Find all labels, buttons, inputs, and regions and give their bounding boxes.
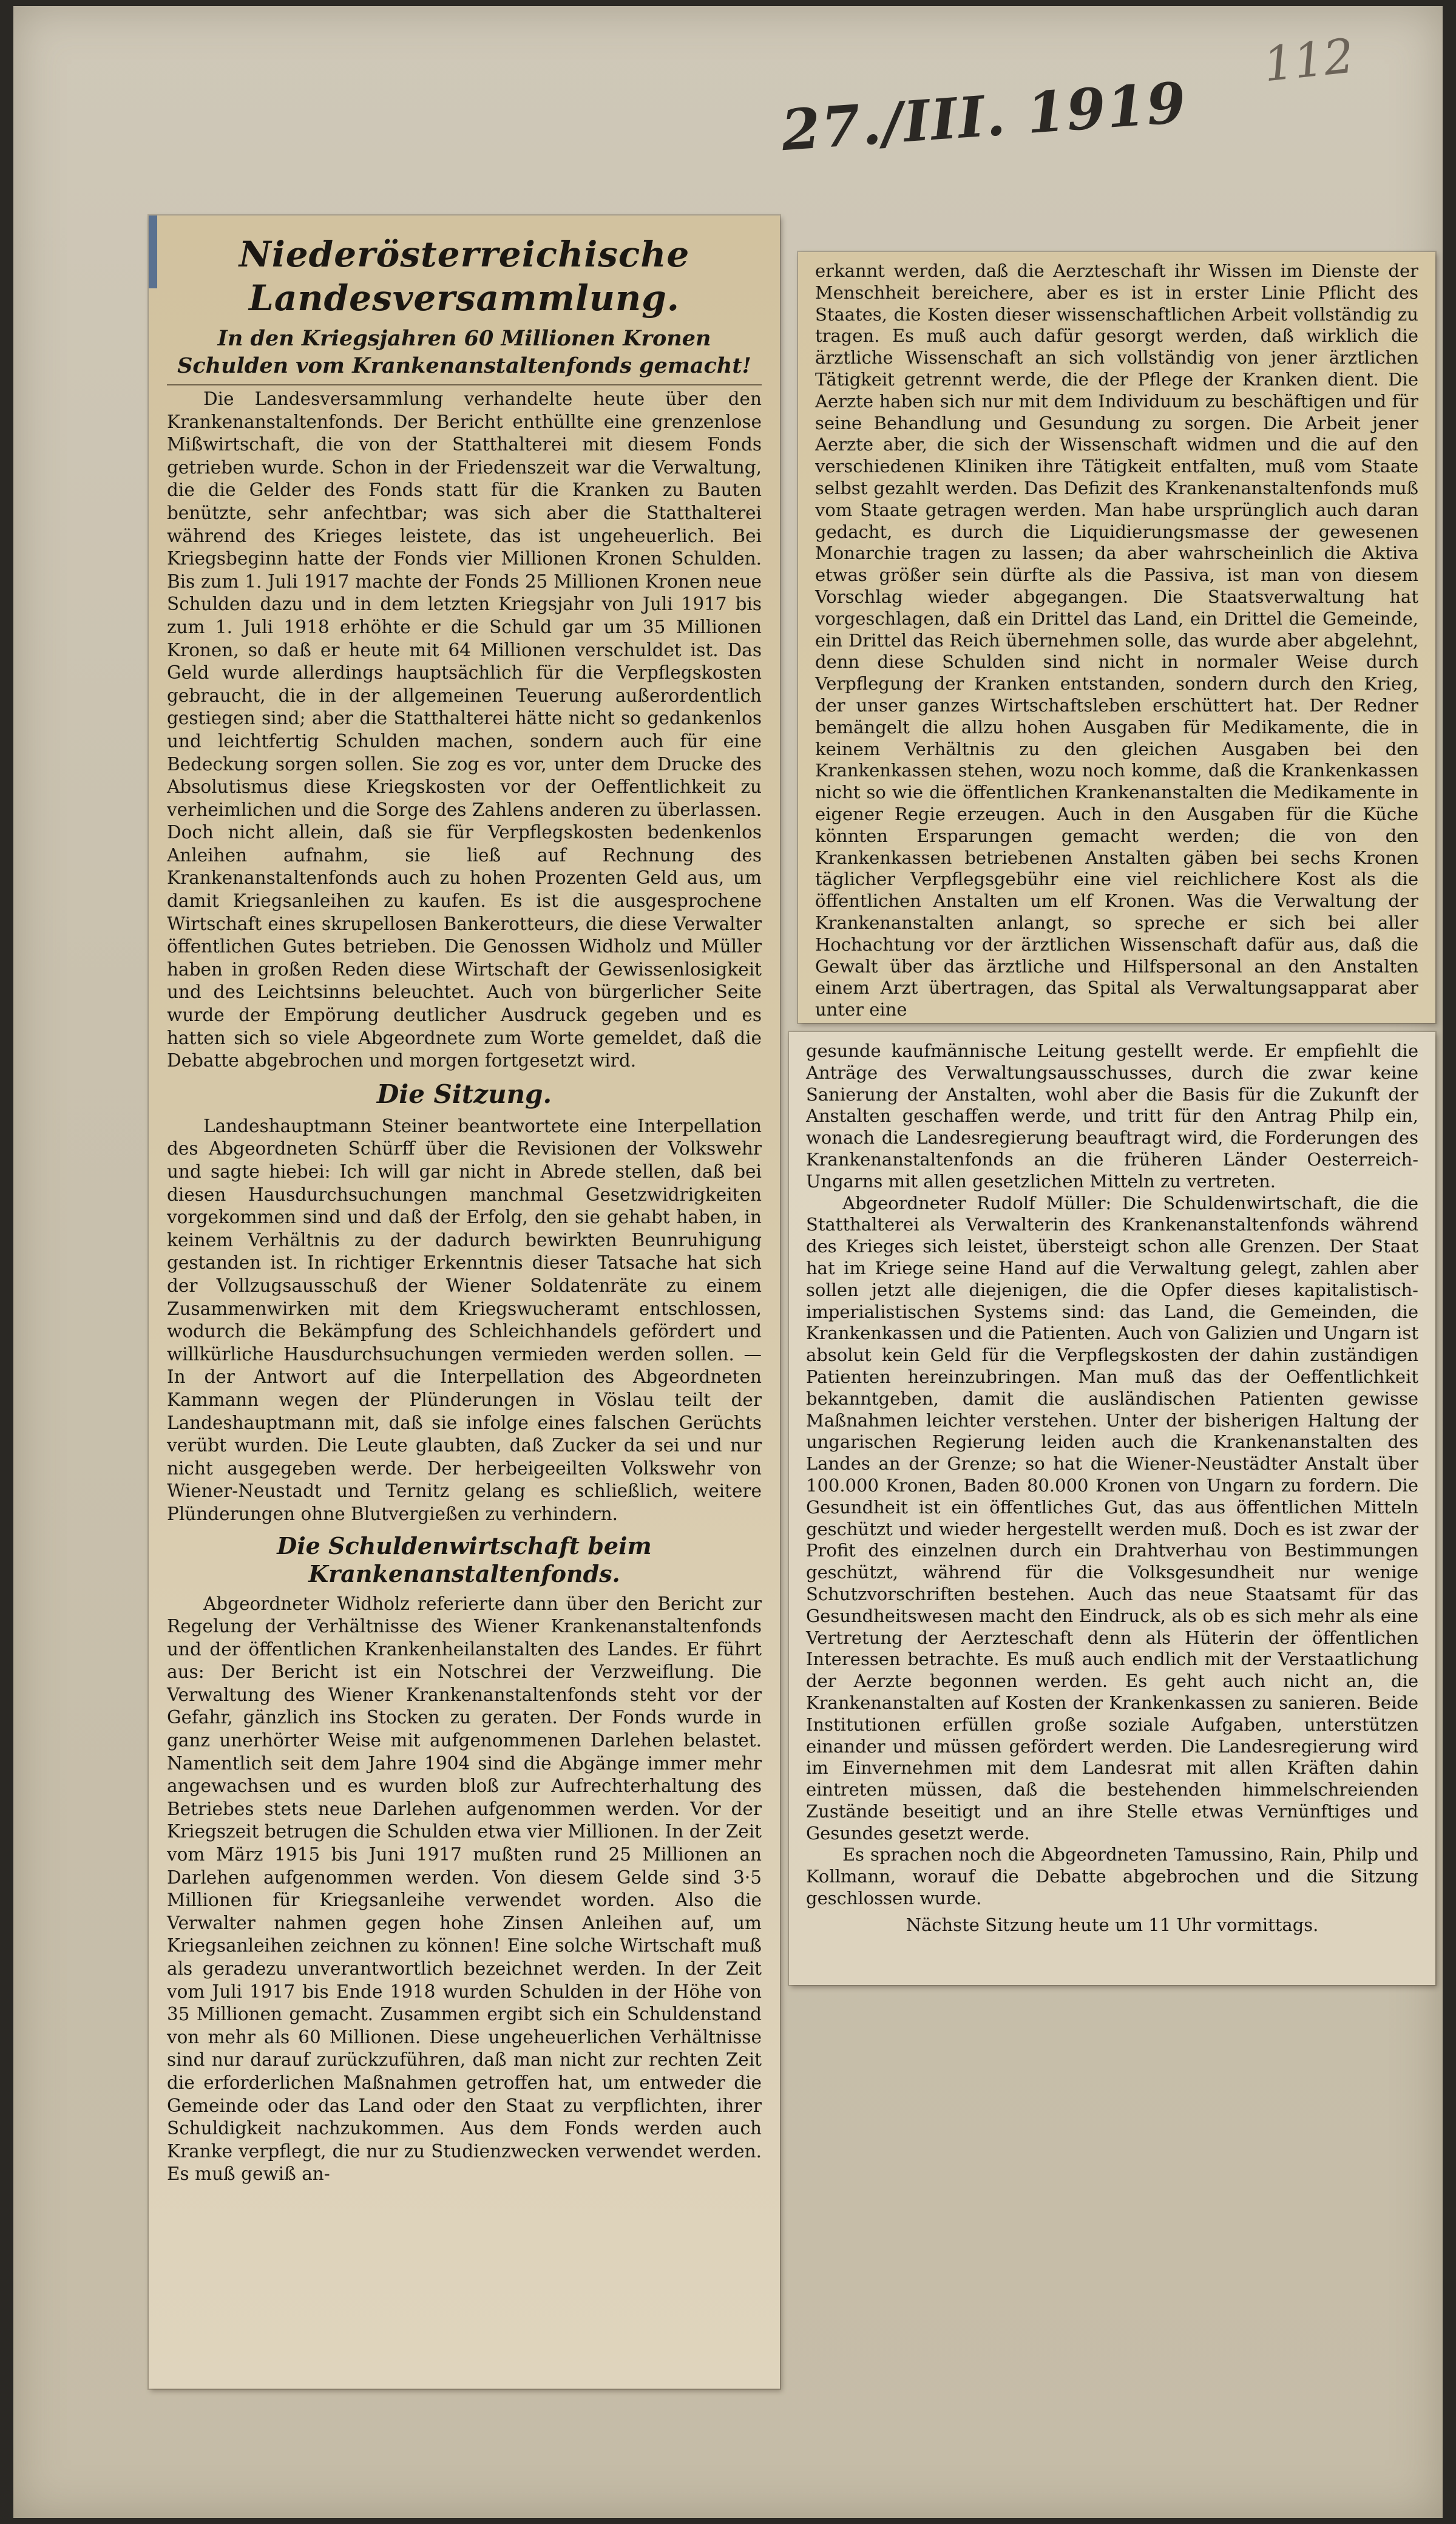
next-session-note: Nächste Sitzung heute um 11 Uhr vormittags.	[906, 1914, 1319, 1935]
section-heading-schuldenwirtschaft: Die Schuldenwirtschaft beim Krankenanstaltenfonds.	[277, 1532, 652, 1587]
blue-pencil-mark	[149, 215, 157, 288]
divider	[167, 384, 762, 385]
clipping-left-column	[149, 215, 780, 2389]
article-paragraph: Es sprachen noch die Abgeordneten Tamussino, Rain, Philp und Kollmann, worauf die Debatte abgebrochen und die Sitzung geschlossen wurde.	[806, 1844, 1418, 1909]
article-paragraph: Die Landesversammlung verhandelte heute über den Krankenanstaltenfonds. Der Bericht enthüllte eine grenzenlose Mißwirtschaft, die von der Statthalterei mit diesem Fonds getrieben wurde. Schon in der Friedenszeit war die Verwaltung, die die Gelder des Fonds statt für die Kranken zu Bauten benützte, sehr anfechtbar; was sich aber die Statthalterei während des Krieges leistete, das ist ungeheuerlich. Bei Kriegsbeginn hatte der Fonds vier Millionen Kronen Schulden. Bis zum 1. Juli 1917 machte der Fonds 25 Millionen Kronen neue Schulden dazu und in dem letzten Kriegsjahr von Juli 1917 bis zum 1. Juli 1918 erhöhte er die Schuld gar um 35 Millionen Kronen, so daß er heute mit 64 Millionen verschuldet ist. Das Geld wurde allerdings hauptsächlich für die Verpflegskosten gebraucht, die in der allgemeinen Teuerung außerordentlich gestiegen sind; aber die Statthalterei hätte nicht so gedankenlos und leichtfertig Schulden machen, sondern auch für eine Bedeckung sorgen sollen. Sie zog es vor, unter dem Drucke des Absolutismus diese Kriegskosten vor der Oeffentlichkeit zu verheimlichen und die Sorge des Zahlens anderen zu überlassen. Doch nicht allein, daß sie für Verpflegskosten bedenkenlos Anleihen aufnahm, sie ließ auf Rechnung des Krankenanstaltenfonds auch zu hohen Prozenten Geld aus, um damit Kriegsanleihen zu kaufen. Es ist die ausgesprochene Wirtschaft eines skrupellosen Bankerotteurs, die diese Verwalter öffentlichen Gutes betrieben. Die Genossen Widholz und Müller haben in großen Reden diese Wirtschaft der Gewissenlosigkeit und des Leichtsinns beleuchtet. Auch von bürgerlicher Seite wurde der Empörung deutlicher Ausdruck gegeben und es hatten sich so viele Abgeordnete zum Worte gemeldet, daß die Debatte abgebrochen und morgen fortgesetzt wird.	[167, 388, 762, 1071]
article-paragraph: Abgeordneter Widholz referierte dann über den Bericht zur Regelung der Verhältnisse des Wiener Krankenanstaltenfonds und der öffentlichen Krankenheilanstalten des Landes. Er führt aus: Der Bericht ist ein Notschrei der Verzweiflung. Die Verwaltung des Wiener Krankenanstaltenfonds steht vor der Gefahr, gänzlich ins Stocken zu geraten. Der Fonds wurde in ganz unerhörter Weise mit aufgenommenen Darlehen belastet. Namentlich seit dem Jahre 1904 sind die Abgänge immer mehr angewachsen und es wurden bloß zur Aufrechterhaltung des Betriebes stets neue Darlehen aufgenommen werden. Vor der Kriegszeit betrugen die Schulden etwa vier Millionen. In der Zeit vom März 1915 bis Juni 1917 mußten rund 25 Millionen an Darlehen aufgenommen werden. Von diesem Gelde sind 3·5 Millionen für Kriegsanleihe verwendet worden. Also die Verwalter nahmen gegen hohe Zinsen Anleihen auf, um Kriegsanleihen zeichnen zu können! Eine solche Wirtschaft muß als geradezu unverantwortlich bezeichnet werden. In der Zeit vom Juli 1917 bis Ende 1918 wurden Schulden in der Höhe von 35 Millionen gemacht. Zusammen ergibt sich ein Schuldenstand von mehr als 60 Millionen. Diese ungeheuerlichen Verhältnisse sind nur darauf zurückzuführen, daß man nicht zur rechten Zeit die erforderlichen Maßnahmen getroffen hat, um entweder die Gemeinde oder das Land oder den Staat zu verpflichten, ihrer Schuldigkeit nachzukommen. Aus dem Fonds werden auch Kranke verpflegt, die nur zu Studienzwecken verwendet werden. Es muß gewiß an-	[167, 1593, 762, 2185]
article-headline: Niederösterreichische Landesversammlung.	[239, 234, 690, 319]
article-paragraph: Landeshauptmann Steiner beantwortete eine Interpellation des Abgeordneten Schürff über die Revisionen der Volkswehr und sagte hiebei: Ich will gar nicht in Abrede stellen, daß bei diesen Hausdurchsuchungen manchmal Gesetzwidrigkeiten vorgekommen sind und daß der Erfolg, den sie gehabt haben, in keinem Verhältnis zu der dadurch bewirkten Beunruhigung gestanden ist. In richtiger Erkenntnis dieser Tatsache hat sich der Vollzugsausschuß der Wiener Soldatenräte zu einem Zusammenwirken mit dem Kriegswucheramt entschlossen, wodurch die Bekämpfung des Schleichhandels gefördert und willkürliche Hausdurchsuchungen vermieden werden sollen. — In der Antwort auf die Interpellation des Abgeordneten Kammann wegen der Plünderungen in Vöslau teilt der Landeshauptmann mit, daß sie infolge eines falschen Gerüchts verübt wurden. Die Leute glaubten, daß Zucker da sei und nur nicht ausgegeben werde. Der herbeigeeilten Volkswehr von Wiener-Neustadt und Ternitz gelang es schließlich, weitere Plünderungen ohne Blutvergießen zu verhindern.	[167, 1115, 762, 1524]
date-handwritten: 27./III. 1919	[779, 69, 1189, 164]
article-subheadline: In den Kriegsjahren 60 Millionen Kronen Schulden vom Krankenanstaltenfonds gemacht!	[177, 326, 751, 378]
section-heading-sitzung: Die Sitzung.	[376, 1079, 552, 1109]
clipping-right-middle	[789, 1032, 1435, 1985]
article-paragraph: Abgeordneter Rudolf Müller: Die Schuldenwirtschaft, die die Statthalterei als Verwalterin des Krankenanstaltenfonds während des Krieges sich leistet, übersteigt schon alle Grenzen. Der Staat hat im Kriege seine Hand auf die Verwaltung gelegt, zahlen aber sollen jetzt alle diejenigen, die die Opfer dieses kapitalistisch-imperialistischen Systems sind: das Land, die Gemeinden, die Krankenkassen und die Patienten. Auch von Galizien und Ungarn ist absolut kein Geld für die Verpflegskosten der dahin zuständigen Patienten hereinzubringen. Man muß das der Oeffentlichkeit bekanntgeben, damit die ausländischen Patienten gewisse Maßnahmen leichter verstehen. Unter der bisherigen Haltung der ungarischen Regierung leiden auch die Krankenanstalten des Landes an der Grenze; so hat die Wiener-Neustädter Anstalt über 100.000 Kronen, Baden 80.000 Kronen von Ungarn zu fordern. Die Gesundheit ist ein öffentliches Gut, das aus öffentlichen Mitteln geschützt und wieder hergestellt werden muß. Doch es ist zwar der Profit des einzelnen durch ein Drahtverhau von Bestimmungen geschützt, während für die Volksgesundheit nur wenige Schutzvorschriften bestehen. Auch das neue Staatsamt für das Gesundheitswesen macht den Eindruck, als ob es sich mehr als eine Vertretung der Aerzteschaft denn als Hüterin der öffentlichen Interessen betrachte. Es muß auch endlich mit der Verstaatlichung der Aerzte begonnen werden. Es geht auch nicht an, die Krankenanstalten auf Kosten der Krankenkassen zu sanieren. Beide Institutionen erfüllen große soziale Aufgaben, unterstützen einander und müssen gefördert werden. Die Landesregierung wird im Einvernehmen mit dem Landesrat mit allen Kräften dahin eintreten müssen, daß die bestehenden himmelschreienden Zustände beseitigt und an ihre Stelle etwas Vernünftiges und Gesundes gesetzt werde.	[806, 1192, 1418, 1844]
article-paragraph: erkannt werden, daß die Aerzteschaft ihr Wissen im Dienste der Menschheit bereichere, aber es ist in erster Linie Pflicht des Staates, die Kosten dieser wissenschaftlichen Arbeit vollständig zu tragen. Es muß auch dafür gesorgt werden, daß wirklich die ärztliche Wissenschaft an sich vollständig von jener ärztlichen Tätigkeit getrennt werde, die der Pflege der Kranken dient. Die Aerzte haben sich nur mit dem Individuum zu beschäftigen und für seine Behandlung und Gesundung zu sorgen. Die Arbeit jener Aerzte aber, die sich der Wissenschaft widmen und die auf den verschiedenen Kliniken ihre Tätigkeit entfalten, muß vom Staate selbst gezahlt werden. Das Defizit des Krankenanstaltenfonds muß vom Staate getragen werden. Man habe ursprünglich auch daran gedacht, es durch die Liquidierungsmasse der gewesenen Monarchie tragen zu lassen; da aber wahrscheinlich die Aktiva etwas größer sein dürfte als die Passiva, ist man von diesem Vorschlag wieder abgegangen. Die Staatsverwaltung hat vorgeschlagen, daß ein Drittel das Land, ein Drittel die Gemeinde, ein Drittel das Reich übernehmen solle, das wurde aber abgelehnt, denn diese Schulden sind nicht in normaler Weise durch Verpflegung der Kranken entstanden, sondern durch den Krieg, der unser ganzes Wirtschaftsleben erschüttert hat. Der Redner bemängelt die allzu hohen Ausgaben für Medikamente, die in keinem Verhältnis zu den gleichen Ausgaben bei den Krankenkassen stehen, wozu noch komme, daß die Krankenkassen nicht so wie die öffentlichen Krankenanstalten die Medikamente in eigener Regie erzeugen. Auch in den Ausgaben für die Küche könnten Ersparungen gemacht werden; die von den Krankenkassen betriebenen Anstalten gäben bei sechs Kronen täglicher Verpflegsgebühr eine viel reichlichere Kost als die öffentlichen Anstalten um elf Kronen. Was die Verwaltung der Krankenanstalten anlangt, so spreche er sich bei aller Hochachtung vor der ärztlichen Wissenschaft dafür aus, daß die Gewalt über das ärztliche und Hilfspersonal an den Anstalten einem Arzt übertragen, das Spital als Verwaltungsapparat aber unter eine	[815, 260, 1418, 1020]
article-paragraph: gesunde kaufmännische Leitung gestellt werde. Er empfiehlt die Anträge des Verwaltungsausschusses, durch die zwar keine Sanierung der Anstalten, wohl aber die Basis für die Zukunft der Anstalten geschaffen werde, und tritt für den Antrag Philp ein, wonach die Landesregierung beauftragt wird, die Forderungen des Krankenanstaltenfonds an die früheren Länder Oesterreich-Ungarns mit allen gesetzlichen Mitteln zu vertreten.	[806, 1040, 1418, 1192]
clipping-right-top	[798, 252, 1435, 1023]
folio-number-handwritten: 112	[1261, 29, 1357, 93]
